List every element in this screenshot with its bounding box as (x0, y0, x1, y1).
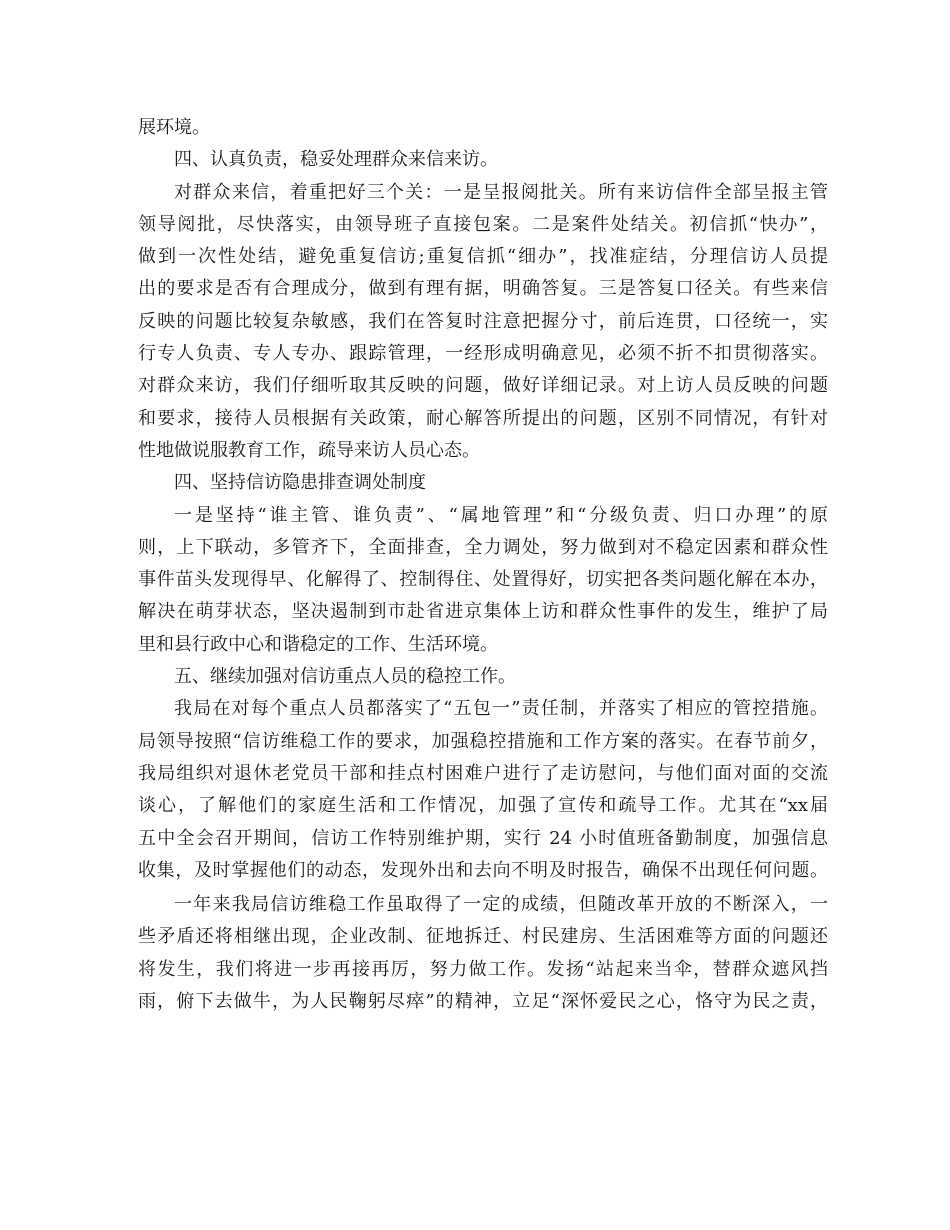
text-line: 做到一次性处结，避免重复信访;重复信抓“细办”，找准症结，分理信访人员提 (138, 246, 828, 268)
text-line: 我局组织对退休老党员干部和挂点村困难户进行了走访慰问，与他们面对面的交流 (138, 762, 828, 784)
text-line: 反映的问题比较复杂敏感，我们在答复时注意把握分寸，前后连贯，口径统一，实 (138, 310, 828, 332)
text-line: 五中全会召开期间，信访工作特别维护期，实行 24 小时值班备勤制度，加强信息 (138, 827, 828, 849)
text-line: 行专人负责、专人专办、跟踪管理，一经形成明确意见，必须不折不扣贯彻落实。 (138, 343, 828, 365)
document-page (138, 112, 828, 1018)
text-line: 解决在萌芽状态，坚决遏制到市赴省进京集体上访和群众性事件的发生，维护了局 (138, 601, 828, 623)
text-line: 对群众来信，着重把好三个关：一是呈报阅批关。所有来访信件全部呈报主管 (174, 181, 828, 203)
text-line: 收集，及时掌握他们的动态，发现外出和去向不明及时报告，确保不出现任何问题。 (138, 859, 828, 881)
text-line: 四、认真负责，稳妥处理群众来信来访。 (174, 149, 498, 171)
text-line: 出的要求是否有合理成分，做到有理有据，明确答复。三是答复口径关。有些来信 (138, 278, 828, 300)
text-line: 雨，俯下去做牛，为人民鞠躬尽瘁”的精神，立足“深怀爱民之心，恪守为民之责， (138, 991, 828, 1013)
text-line: 一是坚持“谁主管、谁负责”、“属地管理”和“分级负责、归口办理”的原 (174, 504, 828, 526)
text-line: 谈心，了解他们的家庭生活和工作情况，加强了宣传和疏导工作。尤其在“xx届 (138, 795, 828, 817)
text-line: 四、坚持信访隐患排查调处制度 (174, 472, 426, 494)
text-line: 和要求，接待人员根据有关政策，耐心解答所提出的问题，区别不同情况，有针对 (138, 407, 828, 429)
text-line: 些矛盾还将相继出现，企业改制、征地拆迁、村民建房、生活困难等方面的问题还 (138, 926, 828, 948)
text-line: 将发生，我们将进一步再接再厉，努力做工作。发扬“站起来当伞，替群众遮风挡 (138, 958, 828, 980)
text-line: 五、继续加强对信访重点人员的稳控工作。 (174, 666, 516, 688)
text-line: 一年来我局信访维稳工作虽取得了一定的成绩，但随改革开放的不断深入，一 (174, 894, 828, 916)
text-line: 里和县行政中心和谐稳定的工作、生活环境。 (138, 633, 498, 655)
text-line: 局领导按照“信访维稳工作的要求，加强稳控措施和工作方案的落实。在春节前夕， (138, 730, 828, 752)
text-line: 事件苗头发现得早、化解得了、控制得住、处置得好，切实把各类问题化解在本办， (138, 569, 828, 591)
text-line: 展环境。 (138, 117, 210, 138)
text-line: 领导阅批，尽快落实，由领导班子直接包案。二是案件处结关。初信抓“快办”， (138, 213, 828, 235)
text-line: 我局在对每个重点人员都落实了“五包一”责任制，并落实了相应的管控措施。 (174, 698, 828, 720)
text-line: 性地做说服教育工作，疏导来访人员心态。 (138, 439, 480, 461)
text-line: 对群众来访，我们仔细听取其反映的问题，做好详细记录。对上访人员反映的问题 (138, 375, 828, 397)
text-line: 则，上下联动，多管齐下，全面排查，全力调处，努力做到对不稳定因素和群众性 (138, 536, 828, 558)
